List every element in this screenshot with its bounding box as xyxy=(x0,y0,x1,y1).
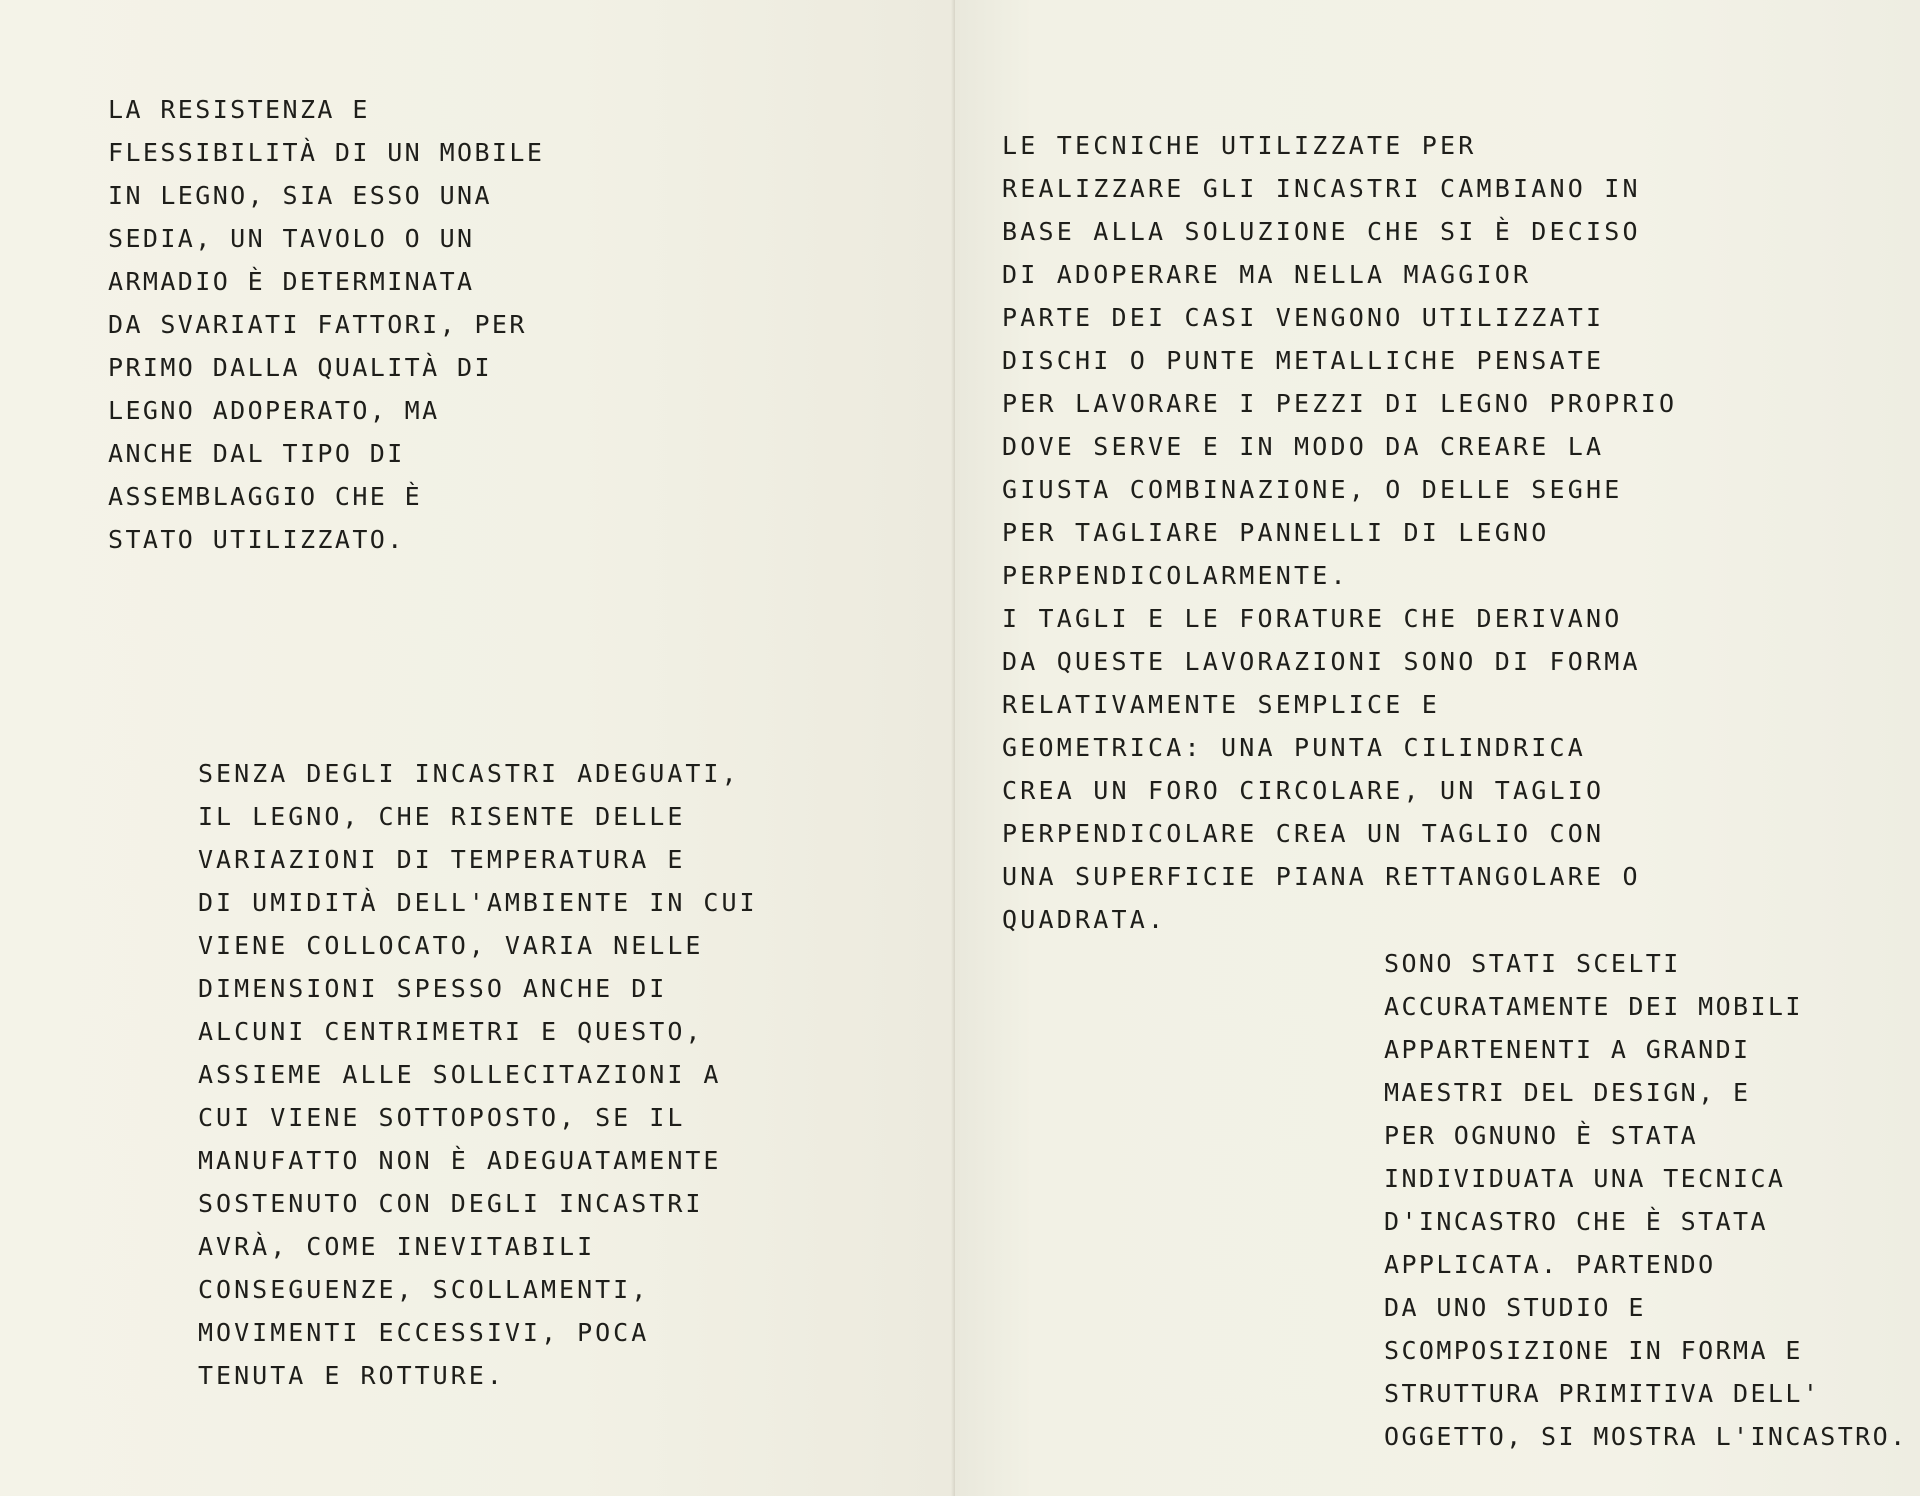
text-line: INDIVIDUATA UNA TECNICA xyxy=(1384,1164,1786,1193)
text-line: IL LEGNO, CHE RISENTE DELLE xyxy=(198,802,686,831)
text-line: PERPENDICOLARE CREA UN TAGLIO CON xyxy=(1002,819,1605,848)
text-line: STRUTTURA PRIMITIVA DELL' xyxy=(1384,1379,1821,1408)
text-line: CUI VIENE SOTTOPOSTO, SE IL xyxy=(198,1103,686,1132)
text-line: AVRÀ, COME INEVITABILI xyxy=(198,1232,596,1261)
text-line: DA UNO STUDIO E xyxy=(1384,1293,1646,1322)
text-line: SOSTENUTO CON DEGLI INCASTRI xyxy=(198,1189,704,1218)
text-line: IN LEGNO, SIA ESSO UNA xyxy=(108,181,492,210)
text-line: APPARTENENTI A GRANDI xyxy=(1384,1035,1751,1064)
text-line: OGGETTO, SI MOSTRA L'INCASTRO. xyxy=(1384,1422,1908,1451)
text-line: DOVE SERVE E IN MODO DA CREARE LA xyxy=(1002,432,1605,461)
text-line: UNA SUPERFICIE PIANA RETTANGOLARE O xyxy=(1002,862,1641,891)
text-line: DI UMIDITÀ DELL'AMBIENTE IN CUI xyxy=(198,888,758,917)
text-line: ARMADIO È DETERMINATA xyxy=(108,267,475,296)
text-line: TENUTA E ROTTURE. xyxy=(198,1361,505,1390)
text-line: QUADRATA. xyxy=(1002,905,1167,934)
text-line: GEOMETRICA: UNA PUNTA CILINDRICA xyxy=(1002,733,1587,762)
text-line: DA QUESTE LAVORAZIONI SONO DI FORMA xyxy=(1002,647,1641,676)
text-line: ALCUNI CENTRIMETRI E QUESTO, xyxy=(198,1017,704,1046)
selection-paragraph xyxy=(1384,942,1908,1458)
text-line: PARTE DEI CASI VENGONO UTILIZZATI xyxy=(1002,303,1605,332)
text-line: CONSEGUENZE, SCOLLAMENTI, xyxy=(198,1275,650,1304)
text-line: PER TAGLIARE PANNELLI DI LEGNO xyxy=(1002,518,1550,547)
text-line: VARIAZIONI DI TEMPERATURA E xyxy=(198,845,686,874)
text-line: SCOMPOSIZIONE IN FORMA E xyxy=(1384,1336,1803,1365)
text-line: PRIMO DALLA QUALITÀ DI xyxy=(108,353,492,382)
text-line: MAESTRI DEL DESIGN, E xyxy=(1384,1078,1751,1107)
text-line: RELATIVAMENTE SEMPLICE E xyxy=(1002,690,1441,719)
text-line: LE TECNICHE UTILIZZATE PER xyxy=(1002,131,1477,160)
text-line: ASSEMBLAGGIO CHE È xyxy=(108,482,423,511)
text-line: ANCHE DAL TIPO DI xyxy=(108,439,405,468)
techniques-paragraph xyxy=(1002,124,1677,941)
text-line: DIMENSIONI SPESSO ANCHE DI xyxy=(198,974,668,1003)
text-line: SEDIA, UN TAVOLO O UN xyxy=(108,224,475,253)
text-line: BASE ALLA SOLUZIONE CHE SI È DECISO xyxy=(1002,217,1641,246)
text-line: I TAGLI E LE FORATURE CHE DERIVANO xyxy=(1002,604,1623,633)
text-line: GIUSTA COMBINAZIONE, O DELLE SEGHE xyxy=(1002,475,1623,504)
text-line: SENZA DEGLI INCASTRI ADEGUATI, xyxy=(198,759,740,788)
text-line: STATO UTILIZZATO. xyxy=(108,525,405,554)
text-line: PER OGNUNO È STATA xyxy=(1384,1121,1699,1150)
text-line: VIENE COLLOCATO, VARIA NELLE xyxy=(198,931,704,960)
left-page xyxy=(0,0,955,1496)
text-line: DI ADOPERARE MA NELLA MAGGIOR xyxy=(1002,260,1532,289)
text-line: LEGNO ADOPERATO, MA xyxy=(108,396,440,425)
text-line: MANUFATTO NON È ADEGUATAMENTE xyxy=(198,1146,722,1175)
text-line: ACCURATAMENTE DEI MOBILI xyxy=(1384,992,1803,1021)
text-line: ASSIEME ALLE SOLLECITAZIONI A xyxy=(198,1060,722,1089)
text-line: D'INCASTRO CHE È STATA xyxy=(1384,1207,1768,1236)
text-line: FLESSIBILITÀ DI UN MOBILE xyxy=(108,138,545,167)
joints-paragraph xyxy=(198,752,758,1397)
text-line: SONO STATI SCELTI xyxy=(1384,949,1681,978)
text-line: REALIZZARE GLI INCASTRI CAMBIANO IN xyxy=(1002,174,1641,203)
text-line: MOVIMENTI ECCESSIVI, POCA xyxy=(198,1318,650,1347)
text-line: CREA UN FORO CIRCOLARE, UN TAGLIO xyxy=(1002,776,1605,805)
text-line: LA RESISTENZA E xyxy=(108,95,370,124)
text-line: APPLICATA. PARTENDO xyxy=(1384,1250,1716,1279)
text-line: PERPENDICOLARMENTE. xyxy=(1002,561,1349,590)
text-line: DISCHI O PUNTE METALLICHE PENSATE xyxy=(1002,346,1605,375)
text-line: DA SVARIATI FATTORI, PER xyxy=(108,310,527,339)
intro-paragraph xyxy=(108,88,544,561)
text-line: PER LAVORARE I PEZZI DI LEGNO PROPRIO xyxy=(1002,389,1678,418)
